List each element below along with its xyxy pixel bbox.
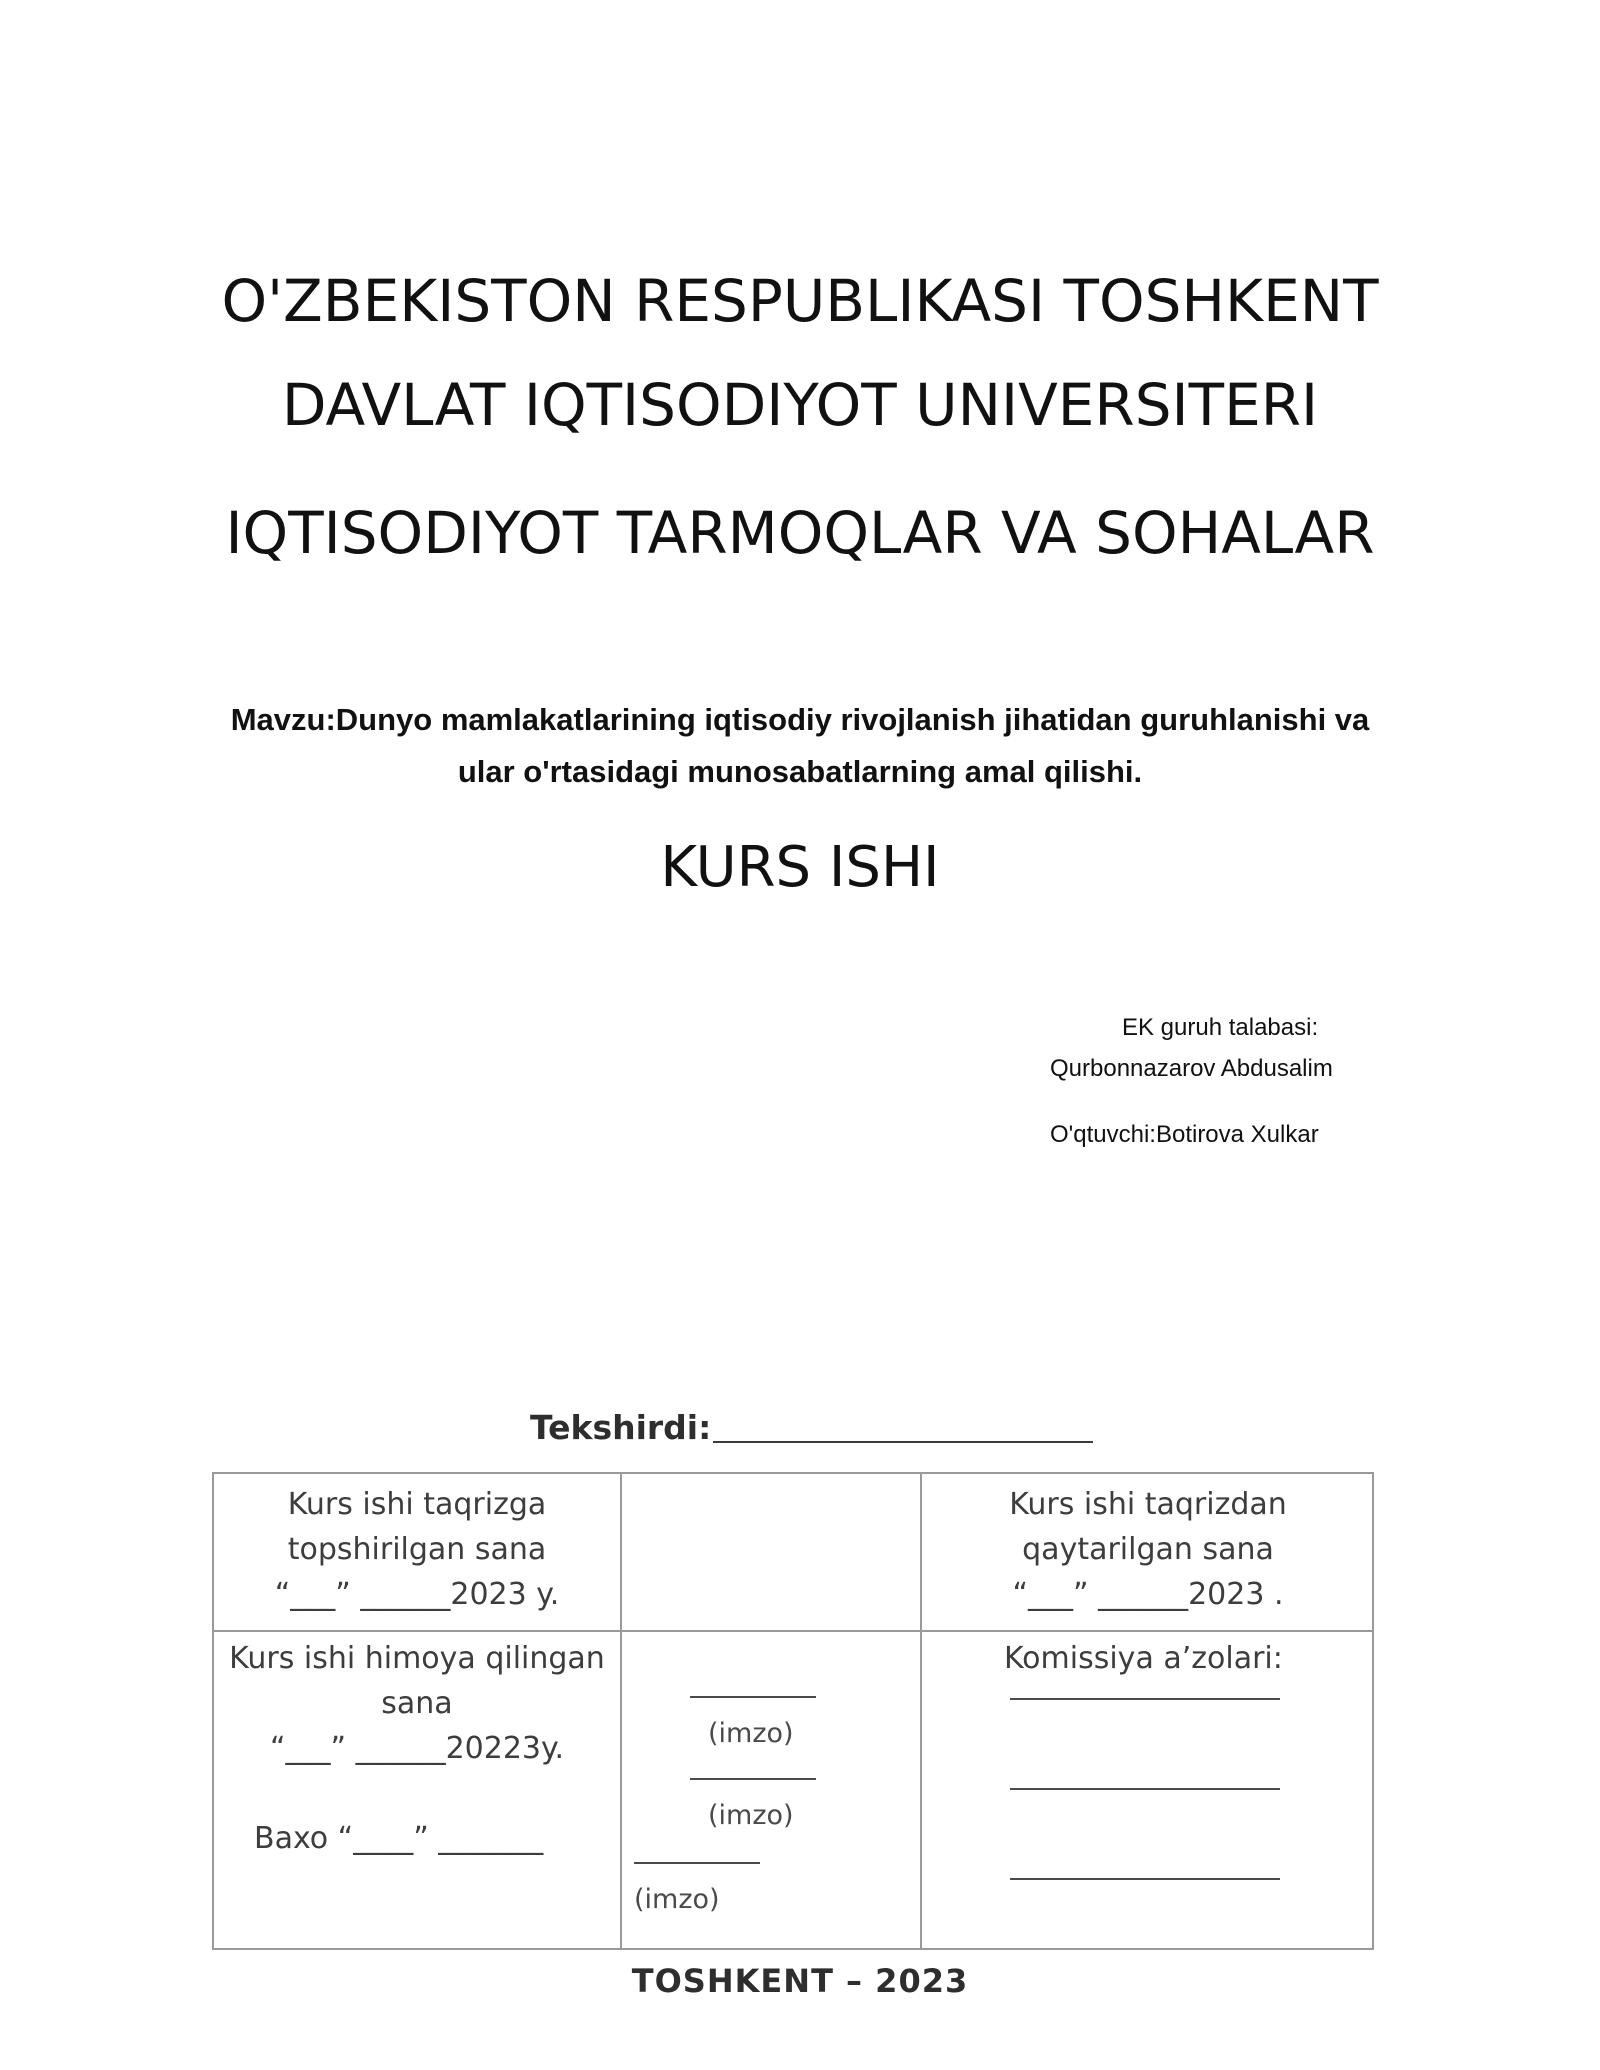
checked-by-line (713, 1441, 1093, 1443)
signature-line (634, 1862, 760, 1864)
student-group-label: EK guruh talabasi: (1122, 1014, 1319, 1041)
cell-text: Kurs ishi himoya qilingan (229, 1641, 605, 1676)
teacher-name: O'qtuvchi:Botirova Xulkar (1050, 1121, 1319, 1148)
commission-label: Komissiya a’zolari: (1004, 1641, 1283, 1676)
cell-text: “___” ______20223y. (269, 1731, 565, 1766)
city-year-footer: TOSHKENT – 2023 (631, 1962, 969, 2000)
cell-text: Kurs ishi taqrizdan (1009, 1487, 1287, 1522)
topic-line1: Mavzu:Dunyo mamlakatlarining iqtisodiy rivojlanish jihatidan guruhlanishi va (230, 702, 1370, 737)
signature-label: (imzo) (634, 1884, 720, 1915)
commission-signature-line (1010, 1698, 1280, 1700)
university-title-line2: DAVLAT IQTISODIYOT UNIVERSITERI (281, 371, 1319, 439)
topic-line2: ular o'rtasidagi munosabatlarning amal qilishi. (457, 754, 1143, 789)
cell-text: topshirilgan sana (287, 1532, 547, 1567)
signature-line (690, 1696, 816, 1698)
cell-text: “___” ______2023 . (1012, 1577, 1284, 1612)
signature-label: (imzo) (708, 1718, 794, 1749)
cell-text: qaytarilgan sana (1022, 1532, 1274, 1567)
table-cell-defended (214, 1636, 620, 1771)
table-cell-submitted (214, 1482, 620, 1617)
student-name: Qurbonnazarov Abdusalim (1050, 1055, 1333, 1082)
table-cell-returned (922, 1482, 1374, 1617)
cell-text: Kurs ishi taqrizga (287, 1487, 547, 1522)
review-table (212, 1472, 1374, 1950)
commission-signature-line (1010, 1878, 1280, 1880)
table-divider (214, 1630, 1372, 1632)
signature-line (690, 1778, 816, 1780)
university-title-line1: O'ZBEKISTON RESPUBLIKASI TOSHKENT (221, 267, 1379, 335)
topic-block (200, 694, 1400, 798)
cell-text: sana (381, 1686, 453, 1721)
review-form (0, 1390, 1600, 2010)
table-divider (620, 1474, 622, 1948)
signature-label: (imzo) (708, 1800, 794, 1831)
checked-by-label (530, 1408, 1093, 1447)
work-type-title: KURS ISHI (660, 835, 940, 900)
commission-signature-line (1010, 1788, 1280, 1790)
cell-text: “___” ______2023 y. (274, 1577, 560, 1612)
grade-field: Baxo “____” _______ (254, 1821, 544, 1856)
checked-by-text: Tekshirdi: (530, 1408, 712, 1447)
department-title: IQTISODIYOT TARMOQLAR VA SOHALAR (225, 499, 1375, 567)
